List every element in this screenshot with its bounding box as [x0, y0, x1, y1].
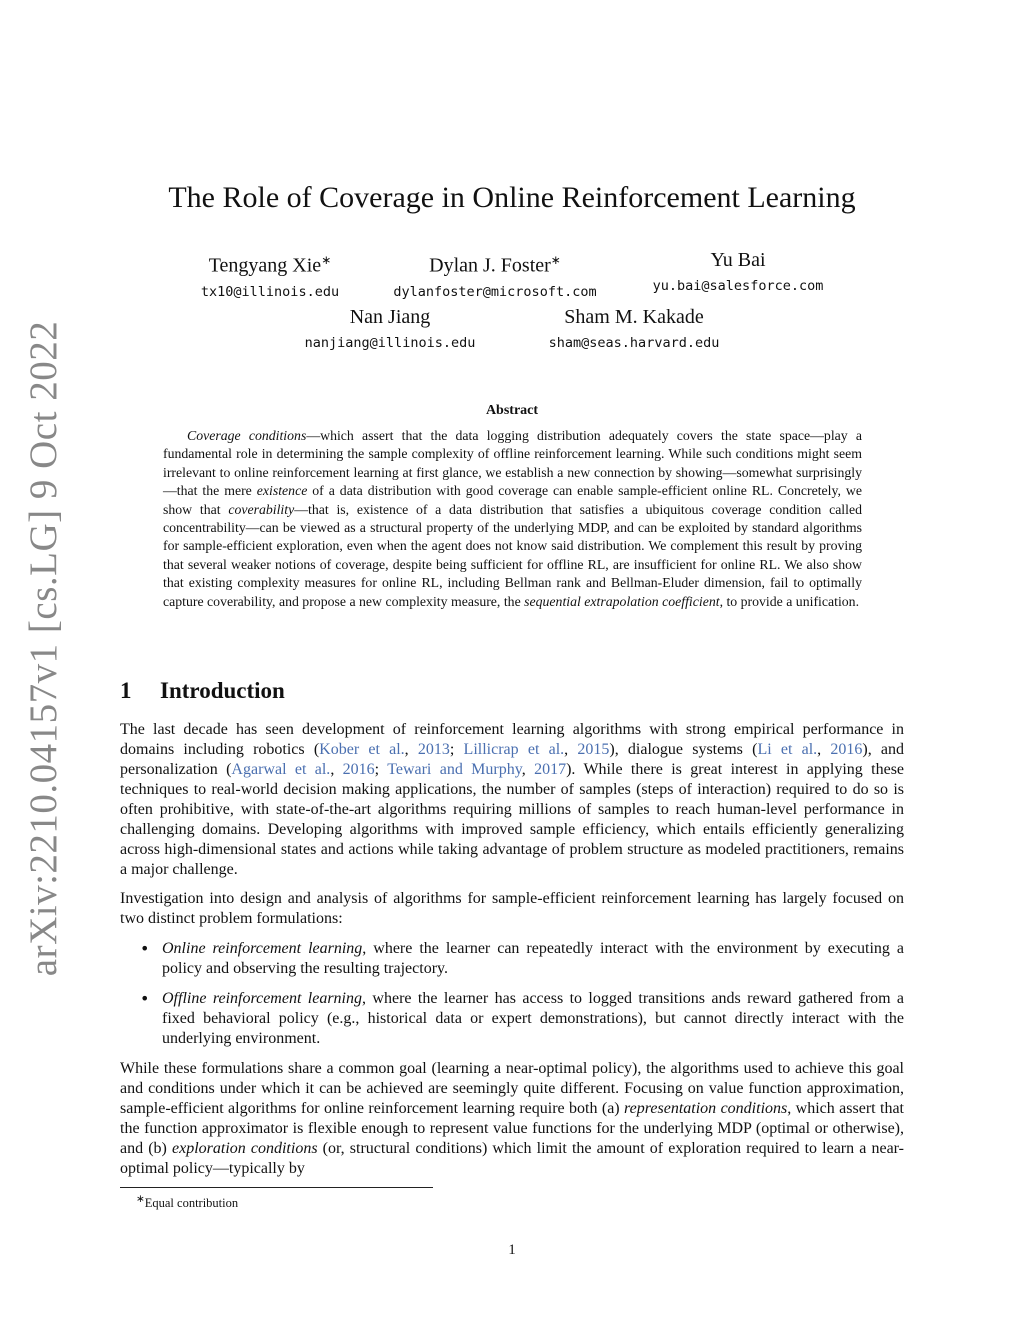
paper-title: The Role of Coverage in Online Reinforcement Learning — [168, 181, 856, 214]
section-title: Introduction — [160, 678, 285, 703]
bullet-item-offline-rl — [120, 989, 904, 1049]
citation-link[interactable]: Lillicrap et al. — [463, 741, 565, 758]
section-number: 1 — [120, 678, 132, 703]
abstract-heading: Abstract — [485, 403, 539, 418]
author-email: nanjiang@illinois.edu — [304, 335, 476, 351]
citation-link[interactable]: 2015 — [577, 741, 610, 758]
bullet-text: Online reinforcement learning, where the learner can repeatedly interact with the environment by executing a policy and observing the resulting trajectory. — [162, 940, 904, 977]
author-email: yu.bai@salesforce.com — [652, 278, 824, 294]
citation-link[interactable]: 2016 — [830, 741, 863, 758]
equal-contribution-mark: ∗ — [321, 253, 332, 267]
author-block — [588, 247, 888, 297]
arxiv-stamp-text: arXiv:2210.04157v1 [cs.LG] 9 Oct 2022 — [22, 320, 66, 976]
author-email: tx10@illinois.edu — [200, 283, 340, 300]
intro-paragraph-2: Investigation into design and analysis of algorithms for sample-efficient reinforcement learning has largely focused on two distinct problem formulations: — [120, 890, 904, 927]
equal-contribution-mark: ∗ — [550, 253, 561, 267]
arxiv-identifier-stamp — [16, 320, 72, 976]
bullet-icon: • — [140, 989, 150, 1008]
citation-link[interactable]: Kober et al. — [319, 741, 405, 758]
author-name: Dylan J. Foster∗ — [429, 253, 561, 277]
citation-link[interactable]: 2016 — [342, 761, 375, 778]
footnote-text: Equal contribution — [144, 1196, 239, 1211]
citation-link[interactable]: 2017 — [534, 761, 567, 778]
footnote-mark: ∗ — [136, 1194, 145, 1205]
bullet-icon: • — [140, 939, 150, 958]
citation-link[interactable]: Li et al. — [757, 741, 818, 758]
author-block — [484, 304, 784, 354]
author-name: Yu Bai — [710, 249, 766, 271]
citation-link[interactable]: 2013 — [417, 741, 450, 758]
citation-link[interactable]: Tewari and Murphy — [387, 761, 522, 778]
citation-link[interactable]: Agarwal et al. — [231, 761, 331, 778]
intro-paragraph-3: While these formulations share a common goal (learning a near-optimal policy), the algorithms used to achieve this goal and conditions under which it can be achieved are seemingly quite different. Focusing on value function approximation, sample-efficient algorithms for online reinforcement learning require both (a) representation conditions, which assert that the function approximator is flexible enough to represent value functions for the underlying MDP (optimal or otherwise), and (b) exploration conditions (or, structural conditions) which limit the amount of exploration required to learn a near-optimal policy—typically by — [120, 1060, 905, 1177]
abstract-text: Coverage conditions—which assert that the data logging distribution adequately covers the state space—play a fundamental role in determining the sample complexity of offline reinforcement learning. While such conditions might seem irrelevant to online reinforcement learning at first glance, we establish a new connection by showing—somewhat surprisingly—that the mere existence of a data distribution with good coverage can enable sample-efficient online RL. Concretely, we show that coverability—that is, existence of a data distribution that satisfies a ubiquitous coverage condition called concentrability—can be viewed as a structural property of the underlying MDP, and can be exploited by standard algorithms for sample-efficient exploration, even when the agent does not know said distribution. We complement this result by proving that several weaker notions of coverage, despite being sufficient for offline RL, are insufficient for online RL. We also show that existing complexity measures for online RL, including Bellman rank and Bellman-Eluder dimension, fail to optimally capture coverability, and propose a new complexity measure, the sequential extrapolation coefficient, to provide a unification. — [163, 428, 863, 609]
author-email: sham@seas.harvard.edu — [548, 335, 720, 351]
section-heading-introduction — [120, 676, 285, 706]
bullet-item-online-rl — [120, 939, 904, 979]
author-name: Sham M. Kakade — [564, 306, 704, 328]
author-name: Nan Jiang — [349, 306, 431, 328]
author-email: dylanfoster@microsoft.com — [393, 283, 597, 300]
footnote-divider — [120, 1187, 433, 1188]
intro-paragraph-1: The last decade has seen development of reinforcement learning algorithms with strong empirical performance in domains including robotics (Kober et al., 2013; Lillicrap et al., 2015), dialogue systems (Li et al., 2016), and personalization (Agarwal et al., 2016; Tewari and Murphy, 2017). While there is great interest in applying these techniques to real-world decision making applications, the number of samples (steps of interaction) required to do so is often prohibitive, with state-of-the-art algorithms requiring millions of samples to reach human-level performance in challenging domains. Developing algorithms with improved sample efficiency, which entails efficiently generalizing across high-dimensional states and actions while taking advantage of problem structure as modeled practitioners, remains a major challenge. — [120, 721, 905, 878]
author-name: Tengyang Xie∗ — [208, 253, 332, 277]
footnote — [136, 1192, 238, 1211]
bullet-text: Offline reinforcement learning, where the learner has access to logged transitions ands reward gathered from a fixed behavioral policy (e.g., historical data or expert demonstrations), but cannot directly interact with the underlying environment. — [162, 990, 905, 1047]
page-number: 1 — [508, 1242, 516, 1258]
